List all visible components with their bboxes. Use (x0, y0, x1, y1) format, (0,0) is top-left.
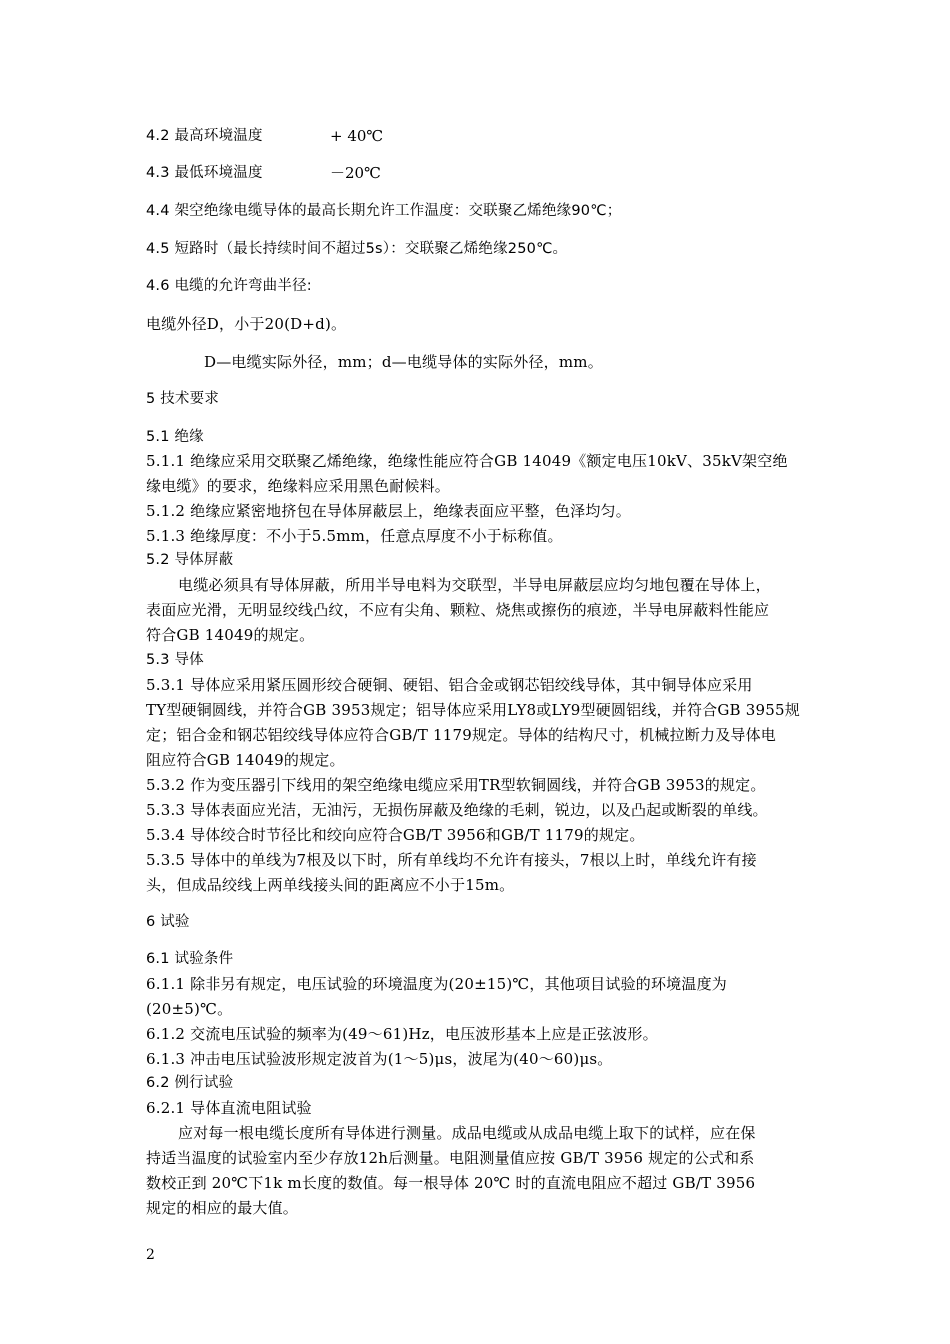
heading-6-1: 6.1 试验条件 (146, 951, 234, 967)
max-temp-label: 4.2 最高环境温度 (146, 128, 263, 144)
clause-5-3-1-line1: 5.3.1 导体应采用紧压圆形绞合硬铜、硬铝、铝合金或钢芯铝绞线导体，其中铜导体应采用 (146, 676, 753, 694)
para-5-2-line2: 表面应光滑，无明显绞线凸纹，不应有尖角、颗粒、烧焦或擦伤的痕迹，半导电屏蔽料性能应 (146, 601, 770, 619)
heading-5-2: 5.2 导体屏蔽 (146, 552, 234, 568)
min-temp-label: 4.3 最低环境温度 (146, 165, 263, 181)
clause-6-2-1: 6.2.1 导体直流电阻试验 (146, 1099, 312, 1117)
para-5-2-line1: 电缆必须具有导体屏蔽，所用半导电料为交联型，半导电屏蔽层应均匀地包覆在导体上， (178, 576, 771, 594)
bend-radius-note: D—电缆实际外径，mm；d—电缆导体的实际外径，mm。 (204, 353, 603, 371)
clause-5-3-1-line3: 定；铝合金和钢芯铝绞线导体应符合GB/T 1179规定。导体的结构尺寸，机械拉断力及导体电 (146, 726, 777, 744)
clause-5-1-1-line1: 5.1.1 绝缘应采用交联聚乙烯绝缘，绝缘性能应符合GB 14049《额定电压10kV、35kV架空绝 (146, 452, 788, 470)
heading-5-1: 5.1 绝缘 (146, 429, 204, 445)
clause-4-5: 4.5 短路时（最长持续时间不超过5s）：交联聚乙烯绝缘250℃。 (146, 241, 568, 257)
section-5-title: 5 技术要求 (146, 391, 220, 407)
clause-5-1-2: 5.1.2 绝缘应紧密地挤包在导体屏蔽层上，绝缘表面应平整，色泽均匀。 (146, 502, 631, 520)
clause-5-3-5-line1: 5.3.5 导体中的单线为7根及以下时，所有单线均不允许有接头，7根以上时，单线允许有接 (146, 851, 757, 869)
para-6-2-1-line1: 应对每一根电缆长度所有导体进行测量。成品电缆或从成品电缆上取下的试样，应在保 (178, 1124, 756, 1142)
bend-radius-text: 电缆外径D，小于20(D+d)。 (146, 315, 347, 333)
clause-5-3-2: 5.3.2 作为变压器引下线用的架空绝缘电缆应采用TR型软铜圆线，并符合GB 3953的规定。 (146, 776, 766, 794)
clause-5-3-5-line2: 头，但成品绞线上两单线接头间的距离应不小于15m。 (146, 876, 515, 894)
clause-6-1-1-line1: 6.1.1 除非另有规定，电压试验的环境温度为(20±15)℃，其他项目试验的环境温度为 (146, 975, 727, 993)
clause-6-1-3: 6.1.3 冲击电压试验波形规定波首为(1～5)μs，波尾为(40～60)μs。 (146, 1050, 613, 1068)
min-temp-value: －20℃ (330, 164, 381, 182)
para-6-2-1-line2: 持适当温度的试验室内至少存放12h后测量。电阻测量值应按 GB/T 3956 规定的公式和系 (146, 1149, 755, 1167)
clause-5-1-1-line2: 缘电缆》的要求，绝缘料应采用黑色耐候料。 (146, 477, 451, 495)
clause-4-4: 4.4 架空绝缘电缆导体的最高长期允许工作温度：交联聚乙烯绝缘90℃； (146, 203, 622, 219)
max-temp-value: + 40℃ (330, 127, 384, 145)
para-6-2-1-line3: 数校正到 20℃下1k m长度的数值。每一根导体 20℃ 时的直流电阻应不超过 GB/T 3956 (146, 1174, 756, 1192)
clause-5-1-3: 5.1.3 绝缘厚度：不小于5.5mm，任意点厚度不小于标称值。 (146, 527, 563, 545)
clause-6-1-2: 6.1.2 交流电压试验的频率为(49～61)Hz，电压波形基本上应是正弦波形。 (146, 1025, 658, 1043)
para-5-2-line3: 符合GB 14049的规定。 (146, 626, 315, 644)
page-number: 2 (146, 1247, 155, 1263)
clause-5-3-1-line2: TY型硬铜圆线，并符合GB 3953规定；铝导体应采用LY8或LY9型硬圆铝线，并符合GB 3955规 (146, 701, 800, 719)
clause-5-3-4: 5.3.4 导体绞合时节径比和绞向应符合GB/T 3956和GB/T 1179的规定。 (146, 826, 645, 844)
clause-4-6: 4.6 电缆的允许弯曲半径: (146, 278, 312, 294)
clause-5-3-3: 5.3.3 导体表面应光洁，无油污，无损伤屏蔽及绝缘的毛刺，锐边，以及凸起或断裂的单线。 (146, 801, 768, 819)
para-6-2-1-line4: 规定的相应的最大值。 (146, 1199, 299, 1217)
heading-5-3: 5.3 导体 (146, 652, 204, 668)
section-6-title: 6 试验 (146, 914, 190, 930)
heading-6-2: 6.2 例行试验 (146, 1075, 234, 1091)
clause-5-3-1-line4: 阻应符合GB 14049的规定。 (146, 751, 345, 769)
clause-6-1-1-line2: (20±5)℃。 (146, 1000, 233, 1018)
